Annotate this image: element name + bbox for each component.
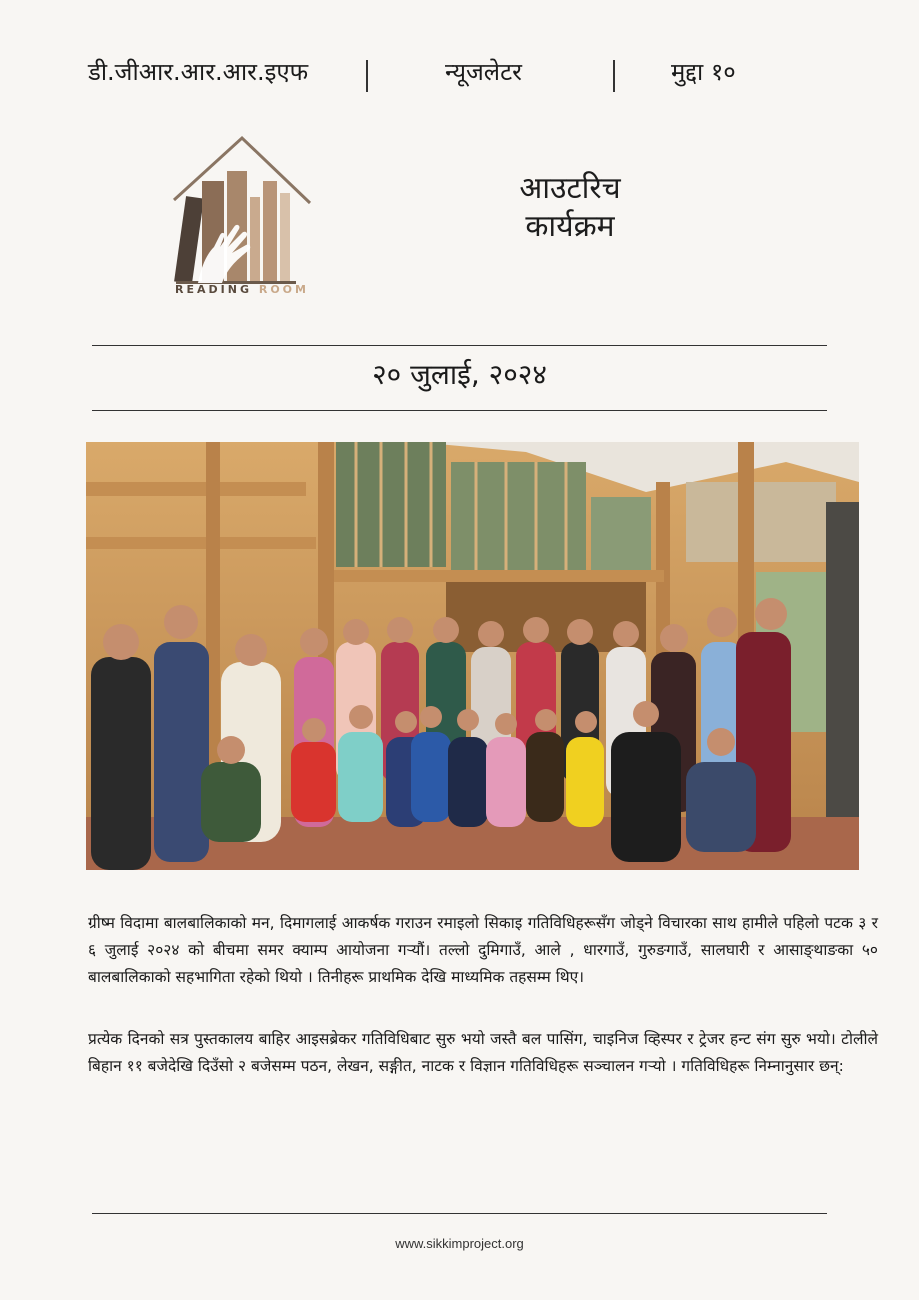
- event-date: २० जुलाई, २०२४: [372, 358, 547, 391]
- divider-line: [92, 410, 827, 411]
- footer-divider: [92, 1213, 827, 1214]
- body-paragraph-1: ग्रीष्म विदामा बालबालिकाको मन, दिमागलाई आकर्षक गराउन रमाइलो सिकाइ गतिविधिहरूसँग जोड्ने विचारका साथ हामीले पहिलो पटक ३ र ६ जुलाई २०२४ को बीचमा समर क्याम्प आयोजना गर्‍यौं। तल्लो दुमिगाउँ, आले , धारगाउँ, गुरुङगाउँ, सालघारी र आसाङ्थाङका ५० बालबालिकाको सहभागिता रहेको थियो । तिनीहरू प्राथमिक देखि माध्यमिक तहसम्म थिए।: [88, 914, 878, 986]
- issue-number: मुद्दा १०: [671, 58, 736, 86]
- body-paragraph-2: प्रत्येक दिनको सत्र पुस्तकालय बाहिर आइसब्रेकर गतिविधिबाट सुरु भयो जस्तै बल पासिंग, चाइनिज व्हिस्पर र ट्रेजर हन्ट संग सुरु भयो। टोलीले बिहान ११ बजेदेखि दिउँसो २ बजेसम्म पठन, लेखन, सङ्गीत, नाटक र विज्ञान गतिविधिहरू सञ्चालन गर्‍यो । गतिविधिहरू निम्नानुसार छन्:: [88, 1030, 878, 1075]
- title-line-1: आउटरिच: [519, 171, 621, 206]
- title-line-2: कार्यक्रम: [525, 209, 615, 244]
- header-divider: [366, 60, 368, 92]
- logo-word-reading: READING: [175, 283, 252, 296]
- footer-url[interactable]: www.sikkimproject.org: [395, 1236, 524, 1251]
- group-photo: [86, 442, 859, 870]
- house-books-icon: [162, 135, 322, 285]
- reading-room-logo: [162, 135, 322, 305]
- header-divider: [613, 60, 615, 92]
- divider-line: [92, 345, 827, 346]
- logo-word-room: ROOM: [258, 283, 309, 296]
- page-title: [470, 170, 670, 246]
- logo-wordmark: [162, 283, 322, 296]
- group-photo-illustration: [86, 442, 859, 870]
- org-name: डी.जीआर.आर.आर.इएफ: [88, 58, 309, 86]
- newsletter-header: [88, 54, 788, 98]
- section-name: न्यूजलेटर: [445, 58, 522, 86]
